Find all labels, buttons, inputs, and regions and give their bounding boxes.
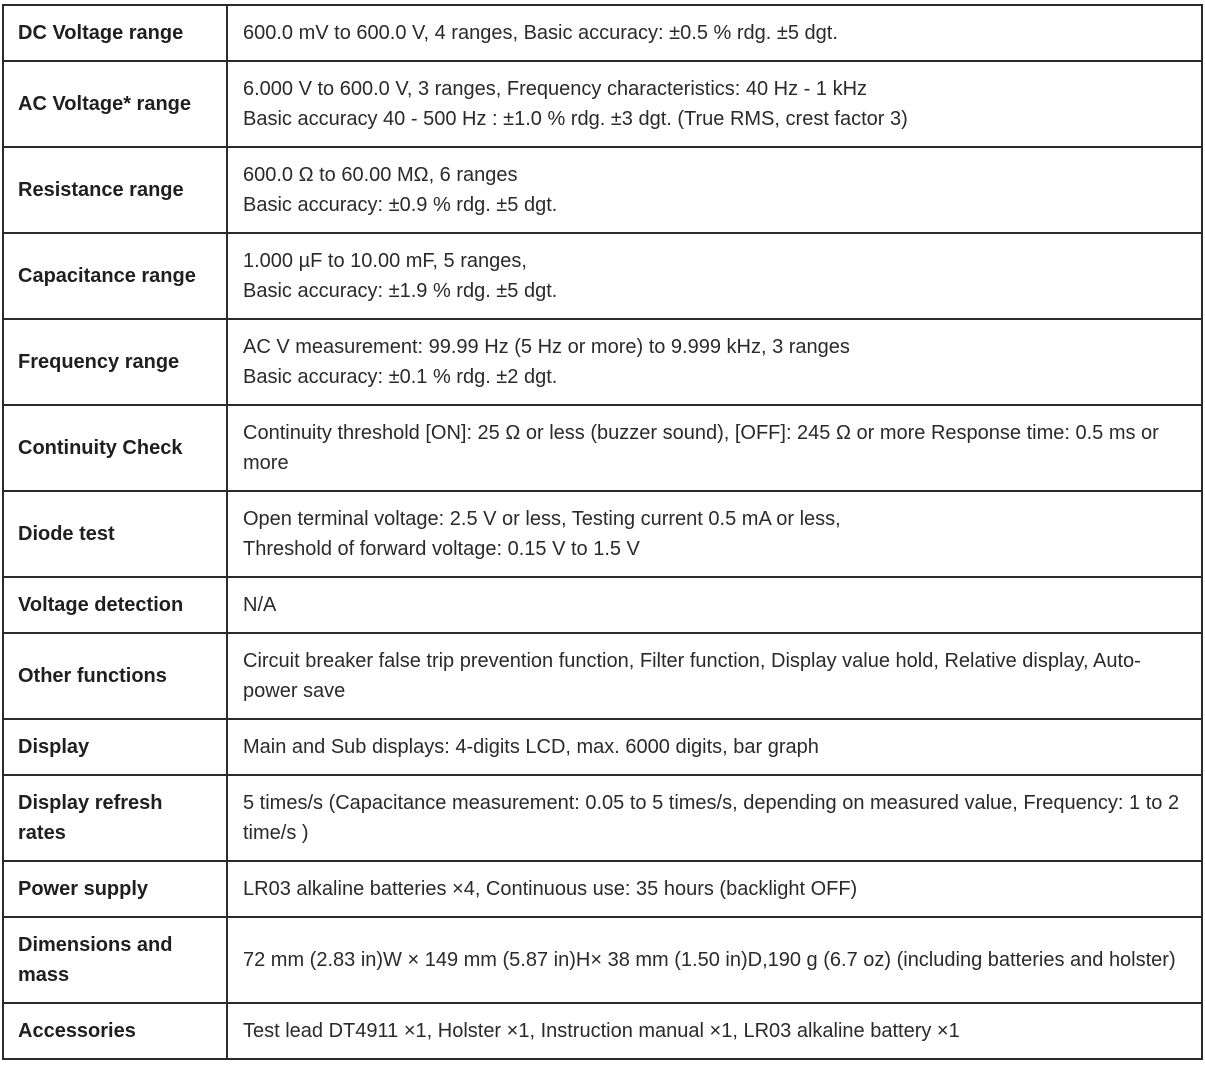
table-row	[3, 577, 1202, 633]
spec-value-line: 600.0 mV to 600.0 V, 4 ranges, Basic accuracy: ±0.5 % rdg. ±5 dgt.	[243, 22, 838, 44]
spec-label: DC Voltage range	[3, 5, 227, 61]
table-row	[3, 1003, 1202, 1059]
spec-value	[227, 917, 1202, 1003]
spec-value-line: Circuit breaker false trip prevention function, Filter function, Display value hold, Relative display, Auto-power save	[243, 650, 1141, 702]
table-row	[3, 861, 1202, 917]
spec-value	[227, 491, 1202, 577]
spec-value-line: Basic accuracy: ±0.1 % rdg. ±2 dgt.	[243, 366, 558, 388]
spec-label: Dimensions and mass	[3, 917, 227, 1003]
spec-value-line: 72 mm (2.83 in)W × 149 mm (5.87 in)H× 38 mm (1.50 in)D,190 g (6.7 oz) (including batteries and holster)	[243, 949, 1176, 971]
spec-label: Resistance range	[3, 147, 227, 233]
spec-label: Voltage detection	[3, 577, 227, 633]
table-row	[3, 5, 1202, 61]
table-row	[3, 405, 1202, 491]
spec-label: Display	[3, 719, 227, 775]
spec-value	[227, 405, 1202, 491]
spec-value	[227, 233, 1202, 319]
spec-value	[227, 1003, 1202, 1059]
spec-value	[227, 577, 1202, 633]
spec-value	[227, 61, 1202, 147]
spec-label: Frequency range	[3, 319, 227, 405]
table-row	[3, 775, 1202, 861]
spec-value-line: 1.000 µF to 10.00 mF, 5 ranges,	[243, 250, 527, 272]
spec-value	[227, 719, 1202, 775]
spec-value-line: LR03 alkaline batteries ×4, Continuous use: 35 hours (backlight OFF)	[243, 878, 858, 900]
spec-label: Capacitance range	[3, 233, 227, 319]
spec-value-line: 600.0 Ω to 60.00 MΩ, 6 ranges	[243, 164, 518, 186]
spec-label: Power supply	[3, 861, 227, 917]
spec-label: Display refresh rates	[3, 775, 227, 861]
spec-value-line: Threshold of forward voltage: 0.15 V to 1.5 V	[243, 538, 640, 560]
spec-value-line: Basic accuracy: ±1.9 % rdg. ±5 dgt.	[243, 280, 558, 302]
table-row	[3, 719, 1202, 775]
spec-label: Continuity Check	[3, 405, 227, 491]
table-row	[3, 233, 1202, 319]
spec-value	[227, 861, 1202, 917]
table-row	[3, 491, 1202, 577]
table-row	[3, 319, 1202, 405]
spec-value-line: 5 times/s (Capacitance measurement: 0.05 to 5 times/s, depending on measured value, Frequency: 1 to 2 time/s )	[243, 792, 1180, 844]
spec-table	[2, 4, 1203, 1060]
spec-value-line: Continuity threshold [ON]: 25 Ω or less (buzzer sound), [OFF]: 245 Ω or more Response time: 0.5 ms or more	[243, 422, 1159, 474]
spec-value-line: 6.000 V to 600.0 V, 3 ranges, Frequency characteristics: 40 Hz - 1 kHz	[243, 78, 868, 100]
spec-label: AC Voltage* range	[3, 61, 227, 147]
spec-label: Diode test	[3, 491, 227, 577]
spec-value	[227, 633, 1202, 719]
table-row	[3, 633, 1202, 719]
spec-value	[227, 147, 1202, 233]
spec-value-line: Open terminal voltage: 2.5 V or less, Testing current 0.5 mA or less,	[243, 508, 841, 530]
spec-value	[227, 319, 1202, 405]
spec-table-body	[3, 5, 1202, 1059]
spec-value-line: Basic accuracy: ±0.9 % rdg. ±5 dgt.	[243, 194, 558, 216]
table-row	[3, 147, 1202, 233]
spec-value	[227, 775, 1202, 861]
spec-value-line: Test lead DT4911 ×1, Holster ×1, Instruction manual ×1, LR03 alkaline battery ×1	[243, 1020, 960, 1042]
spec-value-line: AC V measurement: 99.99 Hz (5 Hz or more) to 9.999 kHz, 3 ranges	[243, 336, 850, 358]
table-row	[3, 61, 1202, 147]
spec-value-line: Basic accuracy 40 - 500 Hz : ±1.0 % rdg. ±3 dgt. (True RMS, crest factor 3)	[243, 108, 908, 130]
spec-label: Other functions	[3, 633, 227, 719]
spec-value-line: N/A	[243, 594, 277, 616]
table-row	[3, 917, 1202, 1003]
spec-value-line: Main and Sub displays: 4-digits LCD, max. 6000 digits, bar graph	[243, 736, 819, 758]
spec-label: Accessories	[3, 1003, 227, 1059]
spec-value	[227, 5, 1202, 61]
